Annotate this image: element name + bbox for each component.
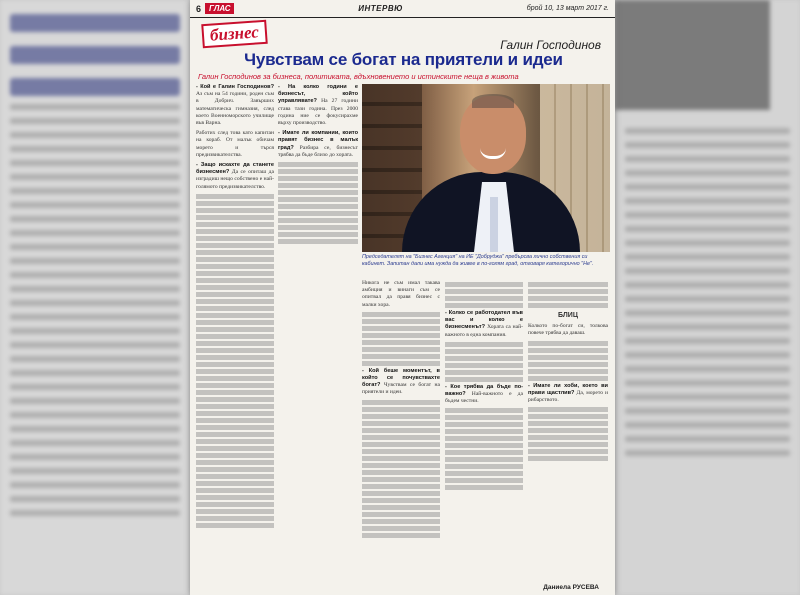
- answer: Да се опиташ да изградиш нещо собствено е най-голямото предизвикателство.: [196, 169, 274, 190]
- answer: Никога не съм имал такава амбиция и винаги съм се опитвал да правя бизнес с малки хора.: [362, 280, 440, 308]
- newspaper-page: [190, 0, 615, 595]
- background-blur-right: [615, 0, 800, 595]
- section-name: ИНТЕРВЮ: [358, 4, 403, 13]
- answer: Да, морето и рибарството.: [528, 389, 608, 404]
- answer: Колкото по-богат си, толкова повече трябва да даваш.: [528, 323, 608, 337]
- article-author: Галин Господинов: [500, 38, 601, 52]
- newspaper-logo: ГЛАС: [205, 3, 234, 14]
- text-column-4: [445, 280, 523, 590]
- question: - Кое трябва да бъде по-важно?: [445, 383, 523, 398]
- answer: Най-важното е да бъдем честни.: [445, 391, 523, 405]
- blic-heading: БЛИЦ: [558, 312, 578, 319]
- caption-text: Председателят на "Бизнес Агенция" на ИЕ "Добруджа" пребърсва лично собствения си кабинет. Запитан дали има нужда да живее в по-голям град, отговаря категорично "Не".: [362, 254, 594, 267]
- question: - Кой е Галин Господинов?: [196, 84, 274, 90]
- photo-caption: [362, 254, 610, 268]
- article-subheadline: Галин Господинов за бизнеса, политиката, вдъхновението и истинските неща в живота: [198, 72, 519, 81]
- text-column-2: [278, 84, 358, 252]
- text-column-5: [528, 280, 608, 590]
- background-blur-left: [0, 0, 190, 595]
- rubric-stamp: бизнес: [201, 20, 267, 48]
- issue-date: брой 10, 13 март 2017 г.: [526, 5, 609, 12]
- article-headline: Чувствам се богат на приятели и идеи: [244, 50, 563, 69]
- question: - Имате ли компании, които правят бизнес в малък град?: [278, 130, 358, 151]
- answer: Чувствам се богат на приятели и идеи.: [362, 382, 440, 396]
- question: - На колко години е бизнесът, който управлявате?: [278, 84, 358, 105]
- question: - Имате ли хоби, което ви прави щастлив?: [528, 382, 608, 396]
- page-number: 6: [196, 3, 202, 14]
- answer: Хората са най-важното в една компания.: [445, 324, 523, 338]
- answer: На 27 години става тази година. През 2000 година ние се фокусирахме върху производство.: [278, 98, 358, 127]
- answer: Работих след това като капитан на кораб. От малък обичам морето и търся предизвикателства.: [196, 130, 274, 158]
- answer: Аз съм на 54 години, роден съм в Добрич. Завърших математическа гимназия, след което Военноморското училище във Варна.: [196, 91, 274, 127]
- answer: Разбира се, бизнесът трябва да бъде близо до хората.: [278, 144, 358, 158]
- portrait-photo: [362, 84, 610, 252]
- question: - Колко се работодател във вас и колко е бизнесменът?: [445, 310, 523, 331]
- page-header: [190, 0, 615, 18]
- text-column-1: [196, 84, 274, 589]
- question: - Защо искахте да станете бизнесмен?: [196, 162, 274, 176]
- article-signature: Даниела РУСЕВА: [543, 584, 599, 591]
- text-column-3: [362, 280, 440, 590]
- question: - Кой беше моментът, в който се почувствахте богат?: [362, 367, 440, 389]
